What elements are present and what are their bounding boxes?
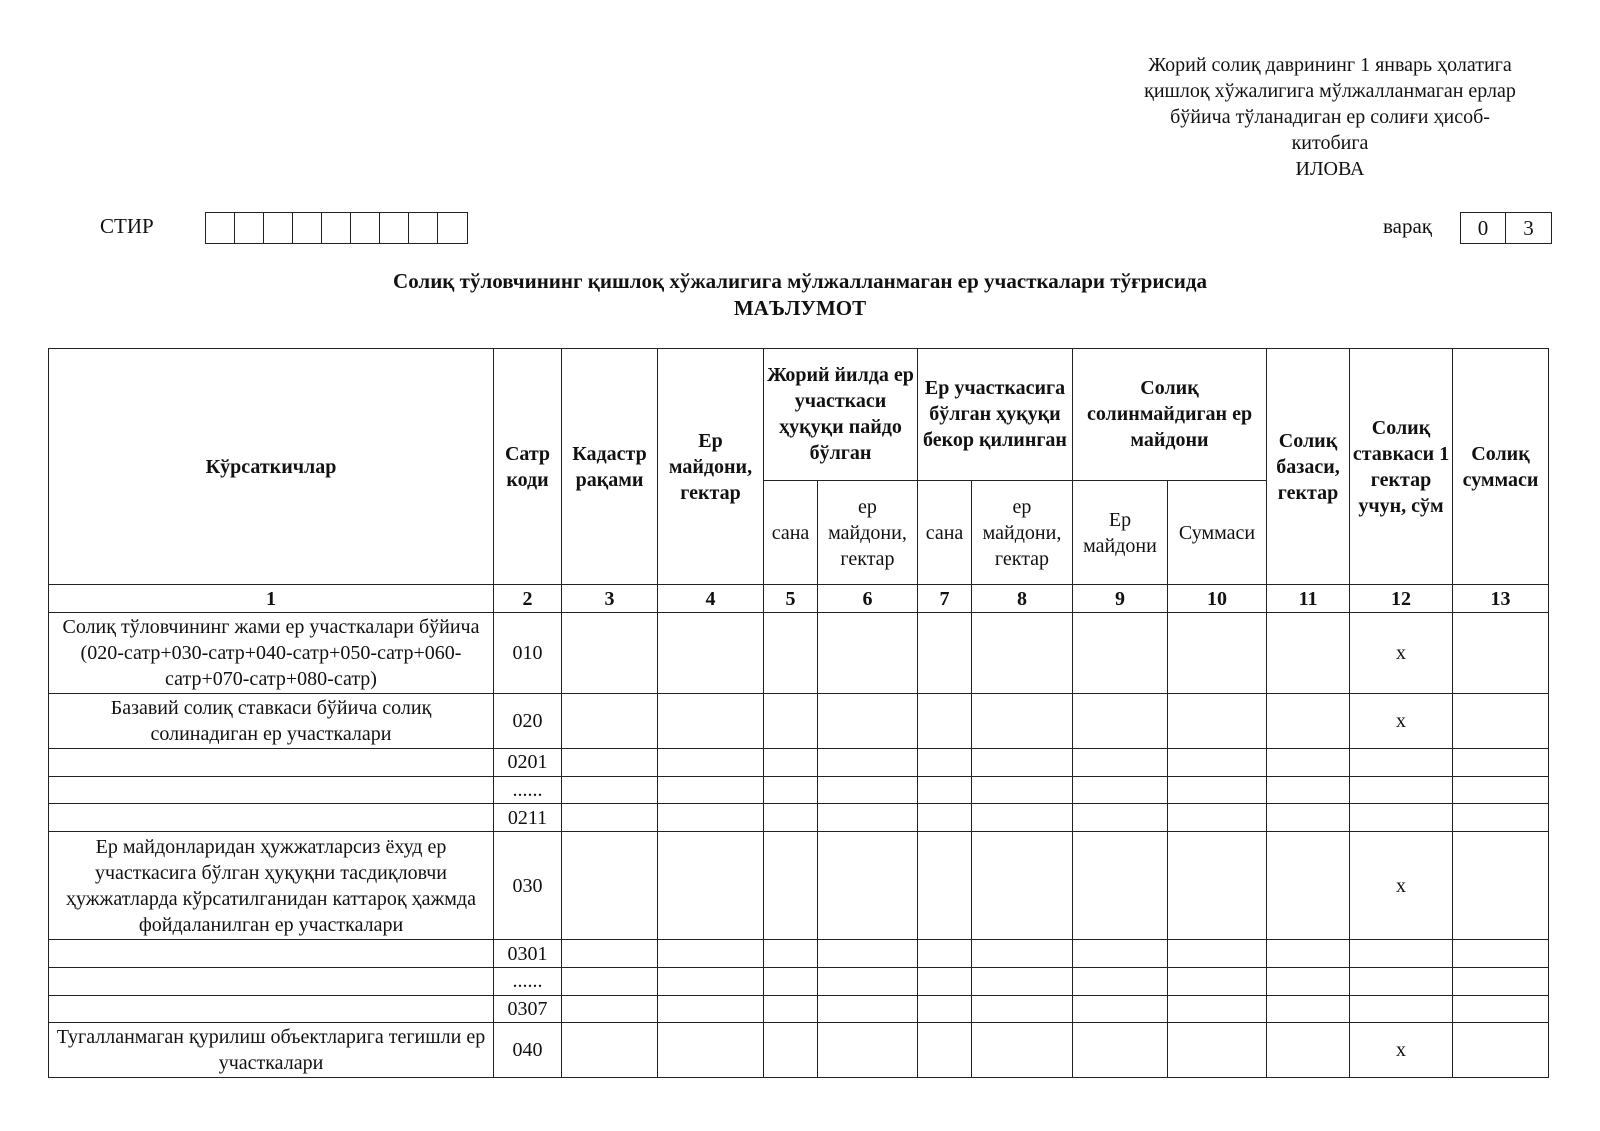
- header-rights-arisen: Жорий йилда ер участкаси ҳуқуқи пайдо бўлган: [764, 349, 918, 481]
- table-row: [49, 995, 1549, 1023]
- column-number: 1: [49, 585, 494, 613]
- data-cell[interactable]: [1267, 832, 1350, 940]
- data-cell[interactable]: [658, 1023, 764, 1078]
- data-cell[interactable]: [1168, 776, 1267, 804]
- data-cell[interactable]: [1350, 940, 1453, 968]
- data-cell[interactable]: [658, 694, 764, 748]
- column-number: 13: [1453, 585, 1549, 613]
- table-row: [49, 940, 1549, 968]
- row-indicator: Солиқ тўловчининг жами ер участкалари бўйича (020-сатр+030-сатр+040-сатр+050-сатр+060-сатр+070-сатр+080-сатр): [49, 613, 494, 694]
- data-cell[interactable]: [1267, 748, 1350, 776]
- table-row: [49, 748, 1549, 776]
- column-number: 9: [1073, 585, 1168, 613]
- subheader-land-area: ер майдони, гектар: [818, 480, 918, 585]
- data-cell[interactable]: [972, 1023, 1073, 1078]
- data-cell[interactable]: [1350, 995, 1453, 1023]
- data-cell[interactable]: [972, 832, 1073, 940]
- column-number: 10: [1168, 585, 1267, 613]
- data-cell[interactable]: [918, 613, 972, 694]
- stir-digit-box[interactable]: [293, 213, 322, 243]
- data-cell[interactable]: [562, 776, 658, 804]
- data-cell[interactable]: [764, 1023, 818, 1078]
- data-cell[interactable]: [562, 804, 658, 832]
- data-cell[interactable]: [972, 613, 1073, 694]
- data-cell[interactable]: [562, 748, 658, 776]
- data-cell[interactable]: [1267, 694, 1350, 748]
- subheader-nt-sum: Суммаси: [1168, 480, 1267, 585]
- column-number-row: [49, 585, 1549, 613]
- data-cell[interactable]: [562, 967, 658, 995]
- table-row: [49, 694, 1549, 748]
- stir-digit-box[interactable]: [409, 213, 438, 243]
- data-cell[interactable]: [972, 995, 1073, 1023]
- header-tax-amount: Солиқ суммаси: [1453, 349, 1549, 585]
- data-cell[interactable]: [818, 940, 918, 968]
- data-cell[interactable]: [1073, 967, 1168, 995]
- row-code: 010: [494, 613, 562, 694]
- data-cell[interactable]: [658, 776, 764, 804]
- header-tax-rate: Солиқ ставкаси 1 гектар учун, сўм: [1350, 349, 1453, 585]
- data-cell[interactable]: [1350, 748, 1453, 776]
- row-code: 0307: [494, 995, 562, 1023]
- data-cell[interactable]: [918, 832, 972, 940]
- data-cell[interactable]: [1073, 613, 1168, 694]
- row-indicator: Базавий солиқ ставкаси бўйича солиқ солинадиган ер участкалари: [49, 694, 494, 748]
- table-row: [49, 967, 1549, 995]
- row-code: 020: [494, 694, 562, 748]
- rate-cell: x: [1350, 832, 1453, 940]
- data-cell[interactable]: [972, 694, 1073, 748]
- data-cell[interactable]: [972, 804, 1073, 832]
- form-title-heading: МАЪЛУМОТ: [733, 296, 867, 320]
- data-cell[interactable]: [1073, 694, 1168, 748]
- form-title-line: Солиқ тўловчининг қишлоқ хўжалигига мўлжалланмаган ер участкалари тўғрисида: [393, 269, 1207, 293]
- sheet-digit-box: 3: [1523, 216, 1534, 240]
- data-cell[interactable]: [1168, 995, 1267, 1023]
- subheader-nt-area: Ер майдони: [1073, 480, 1168, 585]
- data-cell[interactable]: [764, 748, 818, 776]
- stir-digit-box[interactable]: [438, 213, 467, 243]
- data-cell[interactable]: [918, 748, 972, 776]
- data-cell[interactable]: [1350, 804, 1453, 832]
- data-cell[interactable]: [1168, 967, 1267, 995]
- data-cell[interactable]: [1267, 995, 1350, 1023]
- stir-digit-box[interactable]: [380, 213, 409, 243]
- column-number: 5: [764, 585, 818, 613]
- header-non-taxable: Солиқ солинмайдиган ер майдони: [1073, 349, 1267, 481]
- data-cell[interactable]: [1073, 940, 1168, 968]
- rate-cell: x: [1350, 613, 1453, 694]
- row-code: 040: [494, 1023, 562, 1078]
- row-indicator[interactable]: [49, 940, 494, 968]
- stir-digit-box[interactable]: [264, 213, 293, 243]
- rate-cell: x: [1350, 694, 1453, 748]
- header-indicators: Кўрсаткичлар: [49, 349, 494, 585]
- data-cell[interactable]: [1168, 804, 1267, 832]
- data-cell[interactable]: [818, 832, 918, 940]
- subheader-date: сана: [764, 480, 818, 585]
- header-cadastre: Кадастр рақами: [562, 349, 658, 585]
- data-cell[interactable]: [658, 940, 764, 968]
- stir-digit-box[interactable]: [235, 213, 264, 243]
- row-indicator[interactable]: [49, 804, 494, 832]
- data-cell[interactable]: [1453, 804, 1549, 832]
- row-indicator[interactable]: [49, 967, 494, 995]
- header-area: Ер майдони, гектар: [658, 349, 764, 585]
- rate-cell: x: [1350, 1023, 1453, 1078]
- data-cell[interactable]: [764, 613, 818, 694]
- data-cell[interactable]: [764, 776, 818, 804]
- data-cell[interactable]: [1350, 967, 1453, 995]
- data-cell[interactable]: [918, 776, 972, 804]
- data-cell[interactable]: [1453, 940, 1549, 968]
- data-cell[interactable]: [1267, 940, 1350, 968]
- stir-label: СТИР: [100, 214, 154, 238]
- annex-header-line: Жорий солиқ даврининг 1 январь ҳолатига: [1148, 54, 1512, 76]
- data-cell[interactable]: [658, 995, 764, 1023]
- data-cell[interactable]: [1453, 995, 1549, 1023]
- row-indicator[interactable]: [49, 748, 494, 776]
- row-code: 0201: [494, 748, 562, 776]
- data-cell[interactable]: [918, 694, 972, 748]
- data-cell[interactable]: [918, 967, 972, 995]
- data-cell[interactable]: [818, 694, 918, 748]
- table-row: [49, 832, 1549, 940]
- data-cell[interactable]: [818, 748, 918, 776]
- stir-input[interactable]: [205, 212, 468, 244]
- data-cell[interactable]: [764, 940, 818, 968]
- row-code: ......: [494, 776, 562, 804]
- column-number: 11: [1267, 585, 1350, 613]
- data-cell[interactable]: [1168, 1023, 1267, 1078]
- annex-header: [1110, 52, 1550, 182]
- subheader-date: сана: [918, 480, 972, 585]
- data-cell[interactable]: [1453, 832, 1549, 940]
- row-indicator[interactable]: [49, 776, 494, 804]
- row-code: 0211: [494, 804, 562, 832]
- data-cell[interactable]: [562, 1023, 658, 1078]
- column-number: 4: [658, 585, 764, 613]
- row-code: 030: [494, 832, 562, 940]
- data-cell[interactable]: [1350, 776, 1453, 804]
- data-cell[interactable]: [1453, 967, 1549, 995]
- data-cell[interactable]: [1453, 694, 1549, 748]
- data-cell[interactable]: [1168, 694, 1267, 748]
- data-cell[interactable]: [1453, 748, 1549, 776]
- stir-digit-box[interactable]: [322, 213, 351, 243]
- stir-digit-box[interactable]: [351, 213, 380, 243]
- data-cell[interactable]: [818, 804, 918, 832]
- column-number: 12: [1350, 585, 1453, 613]
- data-cell[interactable]: [1267, 776, 1350, 804]
- data-cell[interactable]: [972, 940, 1073, 968]
- data-cell[interactable]: [764, 832, 818, 940]
- stir-digit-box[interactable]: [206, 213, 235, 243]
- table-row: [49, 804, 1549, 832]
- data-cell[interactable]: [918, 804, 972, 832]
- data-cell[interactable]: [972, 776, 1073, 804]
- column-number: 7: [918, 585, 972, 613]
- annex-header-line: қишлоқ хўжалигига мўлжалланмаган ерлар: [1144, 80, 1516, 102]
- table-row: [49, 613, 1549, 694]
- data-cell[interactable]: [1267, 1023, 1350, 1078]
- land-plots-table: [48, 348, 1549, 1078]
- column-number: 8: [972, 585, 1073, 613]
- row-indicator: Ер майдонларидан ҳужжатларсиз ёхуд ер участкасига бўлган ҳуқуқни тасдиқловчи ҳужжатларда кўрсатилганидан каттароқ ҳажмда фойдаланилган ер участкалари: [49, 832, 494, 940]
- data-cell[interactable]: [1453, 613, 1549, 694]
- data-cell[interactable]: [918, 940, 972, 968]
- data-cell[interactable]: [1453, 1023, 1549, 1078]
- data-cell[interactable]: [818, 995, 918, 1023]
- row-code: 0301: [494, 940, 562, 968]
- header-row-code: Сатр коди: [494, 349, 562, 585]
- subheader-land-area: ер майдони, гектар: [972, 480, 1073, 585]
- table-row: [49, 1023, 1549, 1078]
- data-cell[interactable]: [818, 967, 918, 995]
- data-cell[interactable]: [764, 995, 818, 1023]
- data-cell[interactable]: [918, 1023, 972, 1078]
- data-cell[interactable]: [972, 748, 1073, 776]
- data-cell[interactable]: [658, 613, 764, 694]
- data-cell[interactable]: [562, 832, 658, 940]
- form-title: [0, 268, 1600, 322]
- table-row: [49, 776, 1549, 804]
- data-cell[interactable]: [658, 967, 764, 995]
- data-cell[interactable]: [1168, 613, 1267, 694]
- data-cell[interactable]: [972, 967, 1073, 995]
- data-cell[interactable]: [1267, 613, 1350, 694]
- data-cell[interactable]: [1073, 832, 1168, 940]
- row-indicator: Тугалланмаган қурилиш объектларига тегишли ер участкалари: [49, 1023, 494, 1078]
- row-indicator[interactable]: [49, 995, 494, 1023]
- header-tax-base: Солиқ базаси, гектар: [1267, 349, 1350, 585]
- data-cell[interactable]: [818, 613, 918, 694]
- column-number: 2: [494, 585, 562, 613]
- annex-header-line: бўйича тўланадиган ер солиғи ҳисоб-: [1170, 106, 1490, 128]
- data-cell[interactable]: [764, 967, 818, 995]
- column-number: 3: [562, 585, 658, 613]
- data-cell[interactable]: [1168, 832, 1267, 940]
- data-cell[interactable]: [562, 613, 658, 694]
- data-cell[interactable]: [658, 832, 764, 940]
- table-header-row: [49, 349, 1549, 481]
- data-cell[interactable]: [1073, 804, 1168, 832]
- data-cell[interactable]: [1073, 748, 1168, 776]
- data-cell[interactable]: [764, 804, 818, 832]
- sheet-digit-box: 0: [1461, 213, 1506, 243]
- data-cell[interactable]: [1267, 967, 1350, 995]
- data-cell[interactable]: [562, 694, 658, 748]
- data-cell[interactable]: [764, 694, 818, 748]
- header-rights-terminated: Ер участкасига бўлган ҳуқуқи бекор қилинган: [918, 349, 1073, 481]
- data-cell[interactable]: [562, 940, 658, 968]
- data-cell[interactable]: [658, 748, 764, 776]
- data-cell[interactable]: [1267, 804, 1350, 832]
- row-code: ......: [494, 967, 562, 995]
- data-cell[interactable]: [658, 804, 764, 832]
- annex-title: ИЛОВА: [1295, 158, 1365, 180]
- data-cell[interactable]: [1073, 995, 1168, 1023]
- data-cell[interactable]: [1168, 940, 1267, 968]
- sheet-number: [1460, 212, 1552, 244]
- data-cell[interactable]: [562, 995, 658, 1023]
- annex-header-line: китобига: [1291, 132, 1369, 154]
- data-cell[interactable]: [918, 995, 972, 1023]
- data-cell[interactable]: [818, 1023, 918, 1078]
- column-number: 6: [818, 585, 918, 613]
- data-cell[interactable]: [1168, 748, 1267, 776]
- data-cell[interactable]: [1073, 1023, 1168, 1078]
- data-cell[interactable]: [818, 776, 918, 804]
- data-cell[interactable]: [1453, 776, 1549, 804]
- data-cell[interactable]: [1073, 776, 1168, 804]
- sheet-label: варақ: [1383, 214, 1432, 238]
